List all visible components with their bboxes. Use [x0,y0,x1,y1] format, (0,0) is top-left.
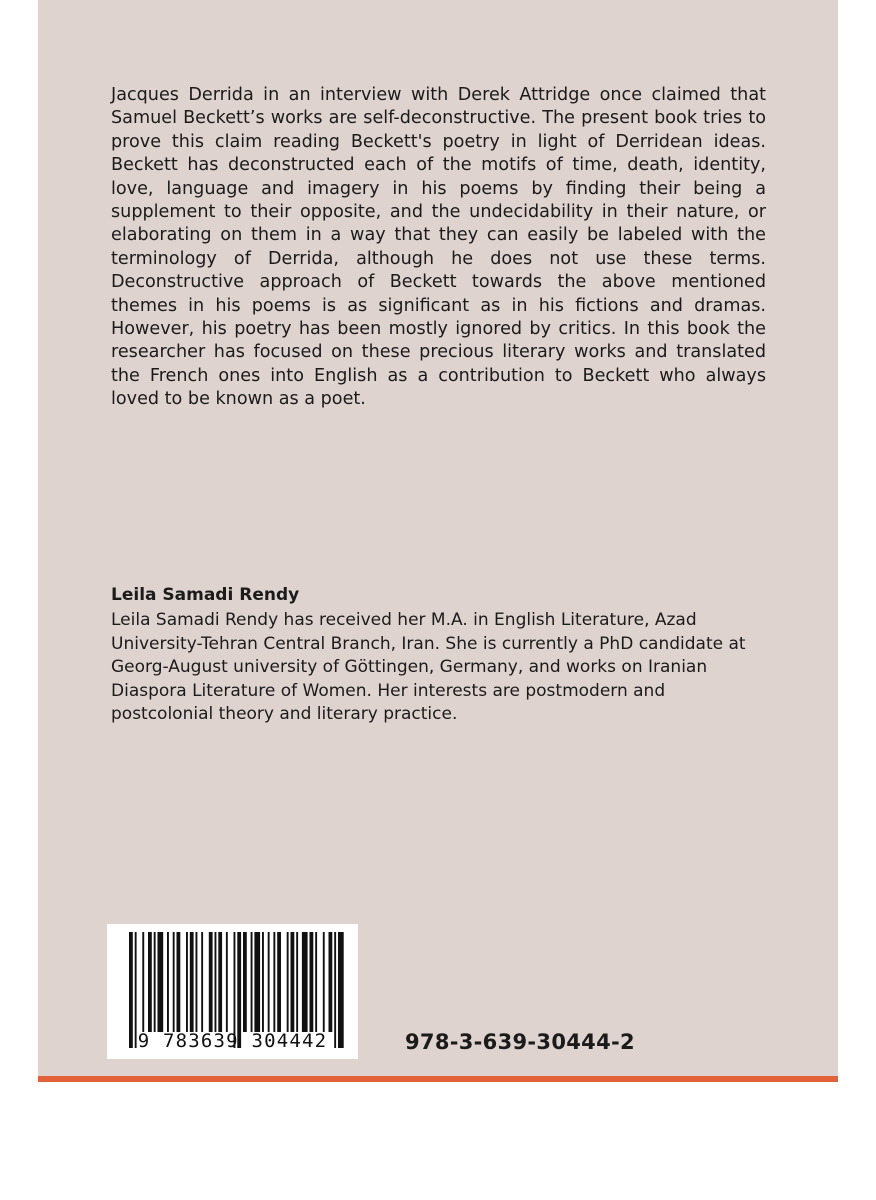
orange-divider [38,1076,838,1082]
author-bio: Leila Samadi Rendy has received her M.A. in English Literature, Azad University-Tehran Central Branch, Iran. She is currently a PhD candidate at Georg-August university of Göttingen, Germany, and works on Iranian Diaspora Literature of Women. Her interests are postmodern and postcolonial theory and literary practice. [111,610,746,725]
author-name: Leila Samadi Rendy [111,585,300,605]
barcode [107,924,358,1059]
book-description: Jacques Derrida in an interview with Derek Attridge once claimed that Samuel Beckett’s works are self-deconstructive. The present book tries to prove this claim reading Beckett's poetry in light of Derridean ideas. Beckett has deconstructed each of the motifs of time, death, identity, love, language and imagery in his poems by finding their being a supplement to their opposite, and the undecidability in their nature, or elaborating on them in a way that they can easily be labeled with the terminology of Derrida, although he does not use these terms. Deconstructive approach of Beckett towards the above mentioned themes in his poems is as significant as in his fictions and dramas. However, his poetry has been mostly ignored by critics. In this book the researcher has focused on these precious literary works and translated the French ones into English as a contribution to Beckett who always loved to be known as a poet. [111,85,766,410]
barcode-digits: 9 783639 304442 [137,1030,328,1052]
isbn-number: 978-3-639-30444-2 [405,1030,635,1054]
